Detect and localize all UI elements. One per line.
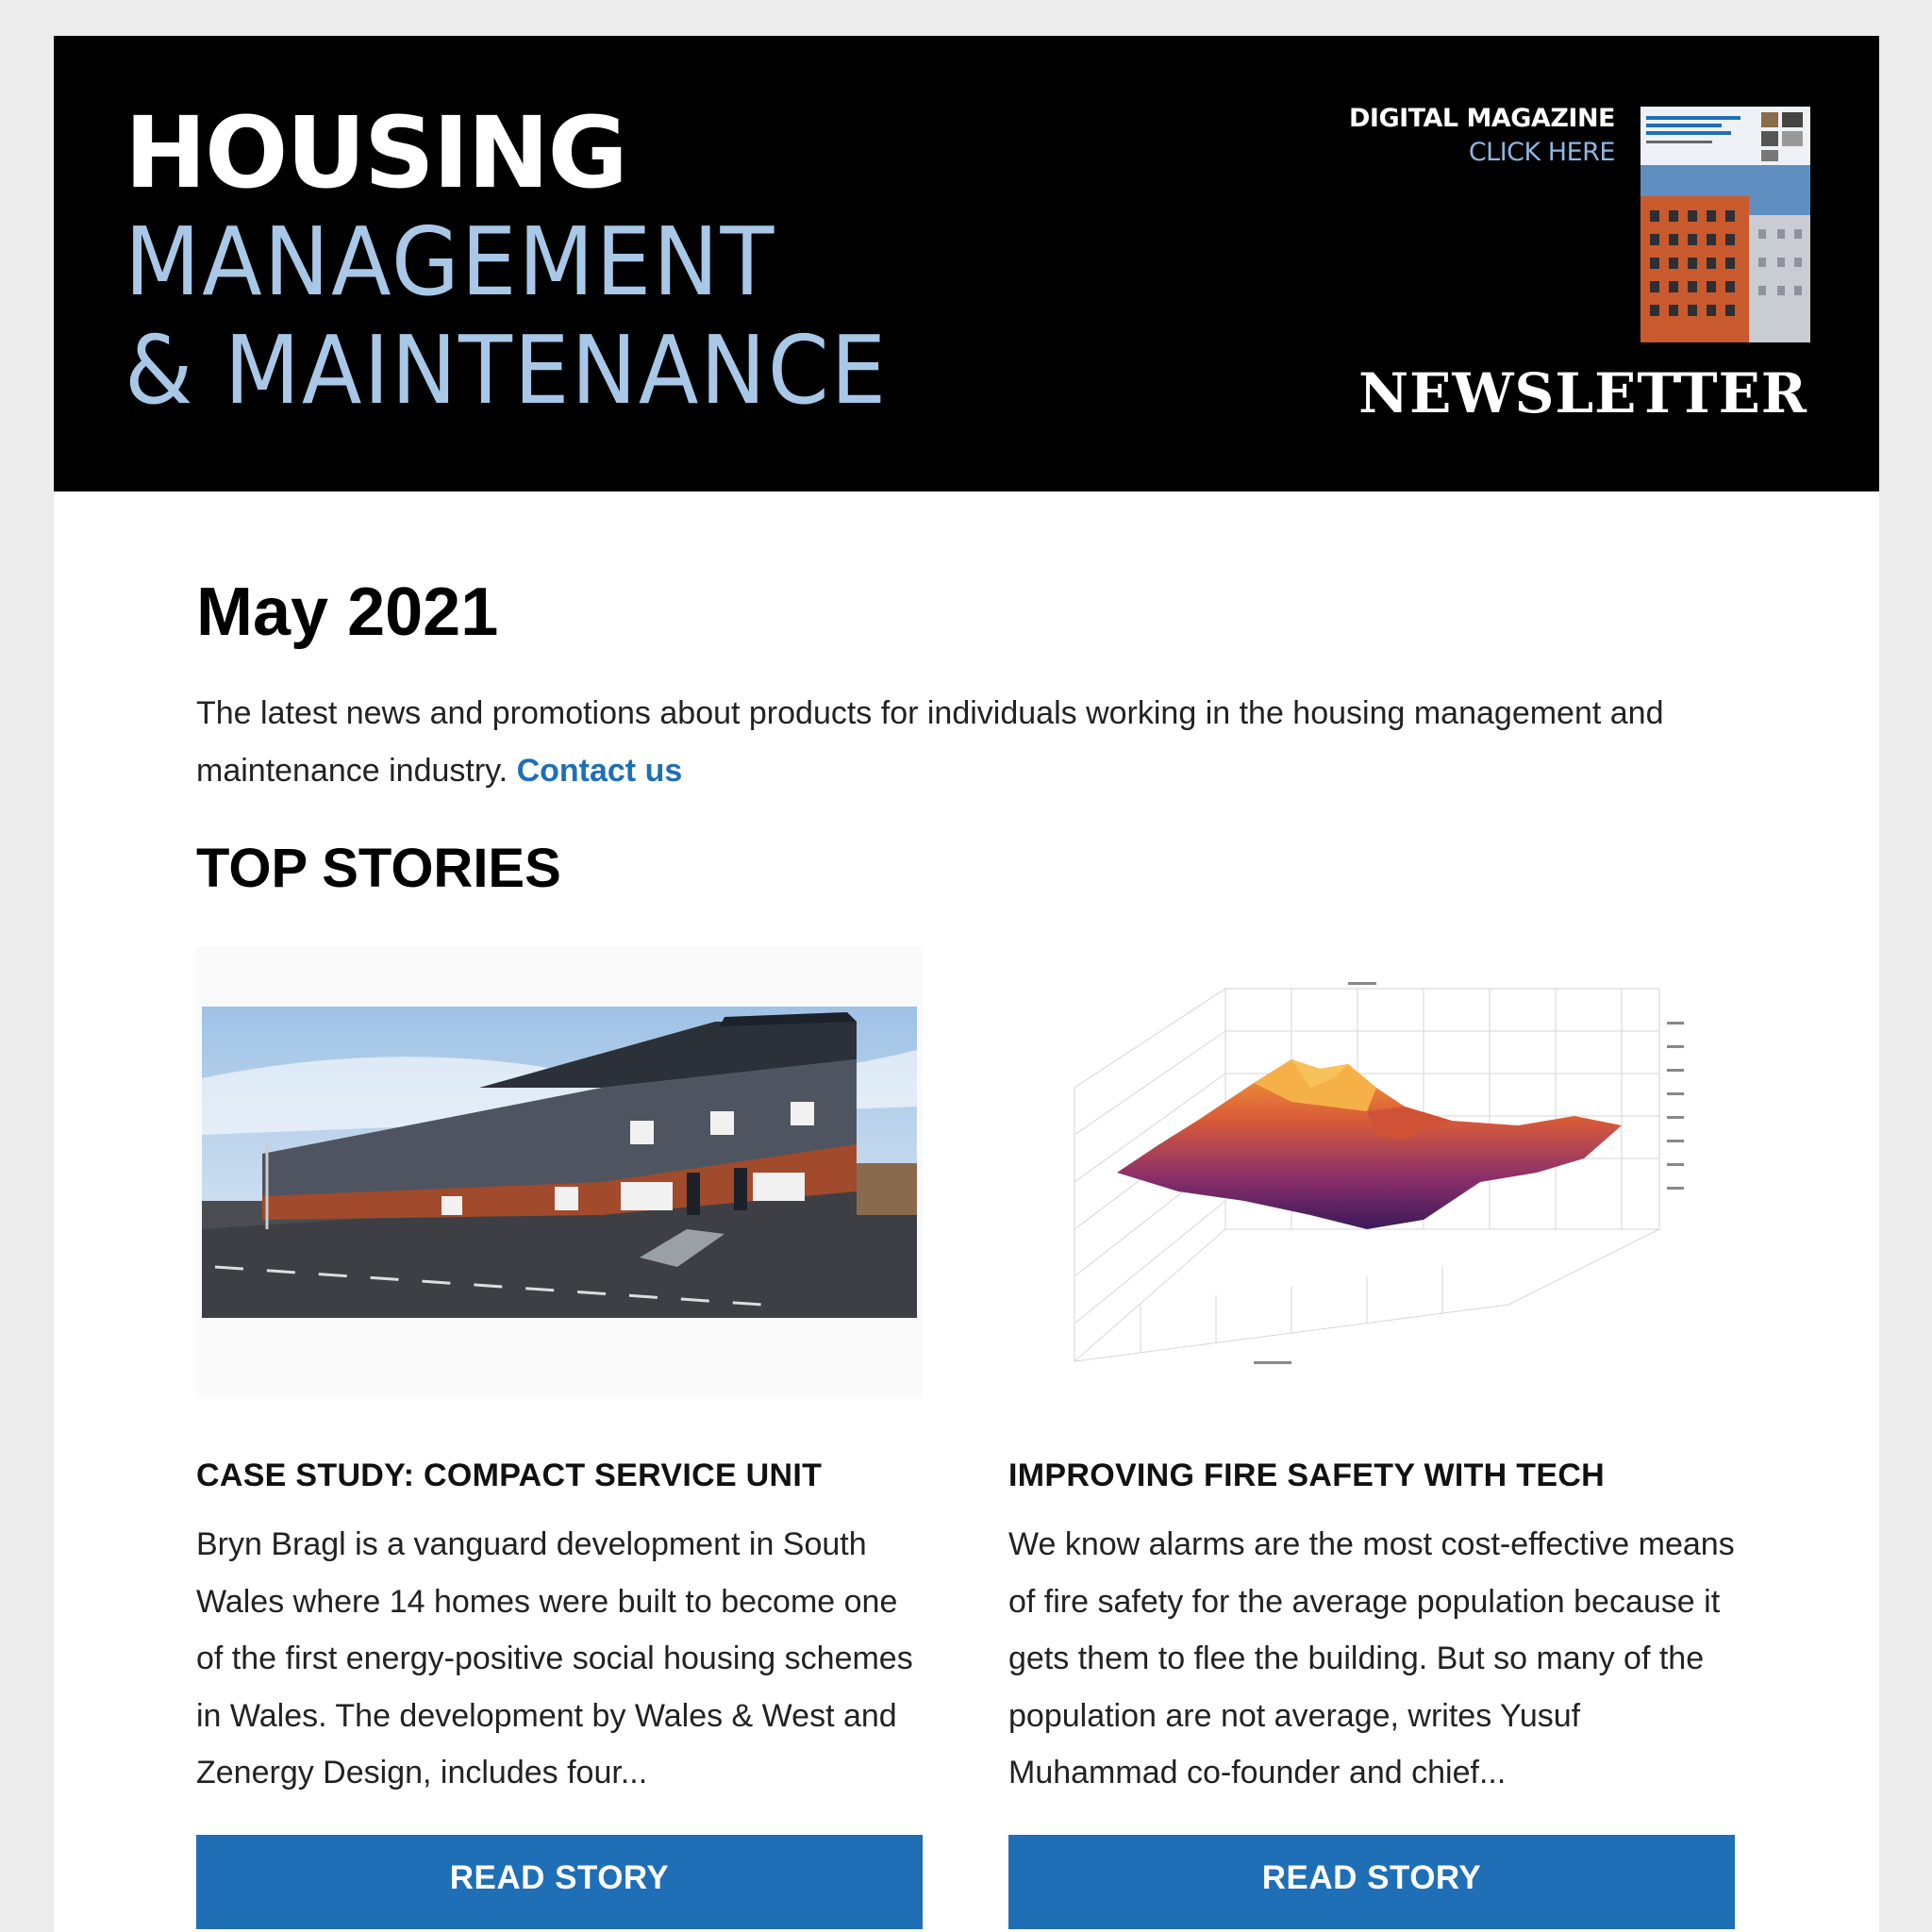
brand-title-management: MANAGEMENT — [125, 207, 776, 317]
story-title[interactable]: IMPROVING FIRE SAFETY WITH TECH — [1008, 1457, 1606, 1493]
digital-magazine-link[interactable]: CLICK HERE — [1468, 138, 1615, 167]
brand-title-maintenance: & MAINTENANCE — [125, 315, 889, 425]
story-title[interactable]: CASE STUDY: COMPACT SERVICE UNIT — [196, 1457, 823, 1493]
intro-text: The latest news and promotions about products for individuals working in the housing management and maintenance industry. — [196, 695, 1664, 789]
magazine-cover-icon — [1641, 107, 1810, 342]
magazine-cover-image[interactable] — [1641, 107, 1810, 342]
contact-us-link[interactable]: Contact us — [516, 753, 683, 789]
story-excerpt: Bryn Bragl is a vanguard development in South Wales where 14 homes were built to become one of the first energy-positive social housing schemes in Wales. The development by Wales & West and Zenergy Design, includes four... — [196, 1526, 913, 1790]
newsletter-header — [54, 36, 1879, 491]
story-excerpt: We know alarms are the most cost-effective means of fire safety for the average population because it gets them to flee the building. But so many of the population are not average, writes Yusuf Muhammad co-founder and chief... — [1008, 1526, 1735, 1790]
newsletter-label: NEWSLETTER — [1358, 361, 1807, 425]
housing-development-photo-icon — [196, 946, 923, 1399]
digital-magazine-label: DIGITAL MAGAZINE — [1349, 104, 1615, 133]
top-stories-heading: TOP STORIES — [196, 838, 561, 899]
read-story-button[interactable]: READ STORY — [196, 1835, 923, 1929]
intro-paragraph — [196, 685, 1753, 800]
story-card — [1008, 946, 1735, 1929]
surface-plot-icon — [1008, 946, 1735, 1399]
story-image-surface-plot[interactable] — [1008, 946, 1735, 1399]
issue-month-heading: May 2021 — [196, 575, 499, 650]
brand-title-housing: HOUSING — [125, 95, 626, 210]
read-story-button[interactable]: READ STORY — [1008, 1835, 1735, 1929]
newsletter-content — [54, 491, 1879, 1932]
story-card — [196, 946, 923, 1929]
story-image-housing[interactable] — [196, 946, 923, 1399]
